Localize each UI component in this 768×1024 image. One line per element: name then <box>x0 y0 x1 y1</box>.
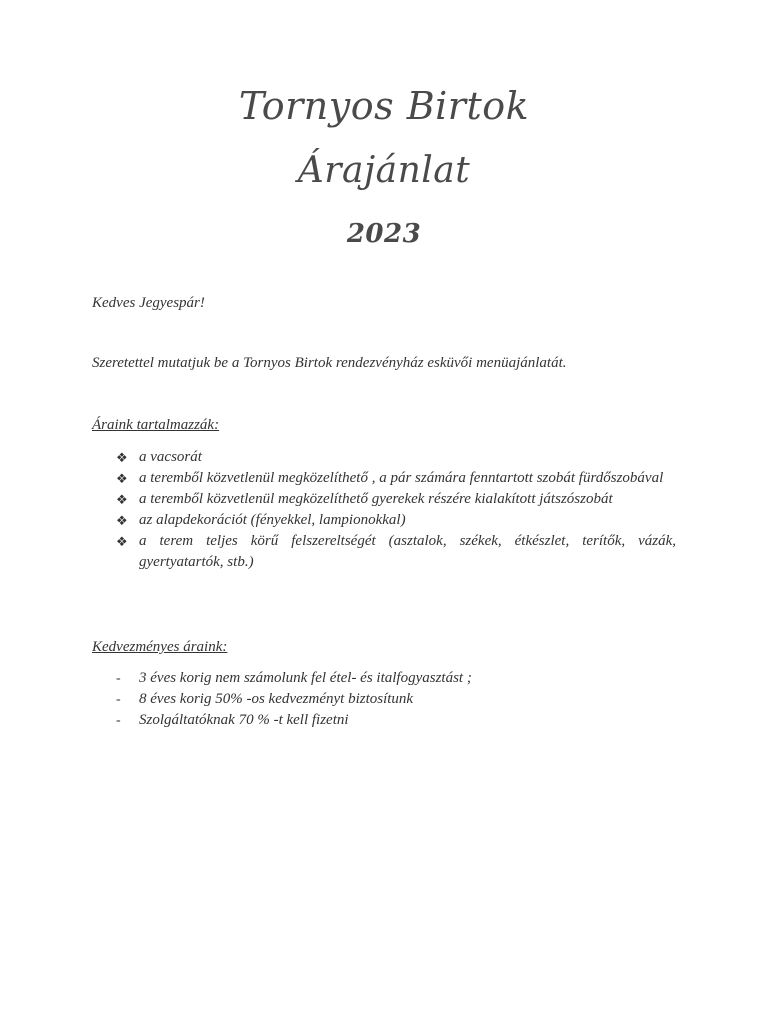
discounts-heading: Kedvezményes áraink: <box>92 639 228 655</box>
list-item <box>116 468 676 489</box>
list-item-text: a teremből közvetlenül megközelíthető gyerekek részére kialakított játszószobát <box>139 491 613 507</box>
list-item <box>116 668 676 689</box>
list-item <box>116 447 676 468</box>
included-heading: Áraink tartalmazzák: <box>92 417 220 433</box>
dash-bullet-icon: - <box>116 713 121 728</box>
list-item-text: 8 éves korig 50% -os kedvezményt biztosítunk <box>139 691 414 707</box>
diamond-bullet-icon: ❖ <box>116 471 128 486</box>
list-item-text: 3 éves korig nem számolunk fel étel- és italfogyasztást ; <box>139 670 472 686</box>
document-subtitle: Árajánlat <box>297 150 471 191</box>
discounts-list <box>116 668 676 731</box>
document-year: 2023 <box>346 219 422 249</box>
list-item <box>116 689 676 710</box>
list-item <box>116 489 676 510</box>
list-item <box>116 710 676 731</box>
list-item-text: a vacsorát <box>139 449 202 465</box>
dash-bullet-icon: - <box>116 692 121 707</box>
list-item-text: a teremből közvetlenül megközelíthető , a pár számára fenntartott szobát fürdőszobával <box>139 470 664 486</box>
diamond-bullet-icon: ❖ <box>116 534 128 549</box>
included-list <box>116 447 676 573</box>
greeting-text: Kedves Jegyespár! <box>92 295 205 311</box>
diamond-bullet-icon: ❖ <box>116 513 128 528</box>
list-item-text: az alapdekorációt (fényekkel, lampionokkal) <box>139 512 406 528</box>
intro-text: Szeretettel mutatjuk be a Tornyos Birtok rendezvényház esküvői menüajánlatát. <box>92 355 567 371</box>
list-item-text: Szolgáltatóknak 70 % -t kell fizetni <box>139 712 349 728</box>
document-title: Tornyos Birtok <box>238 84 530 128</box>
list-item <box>116 510 676 531</box>
list-item <box>116 531 676 573</box>
diamond-bullet-icon: ❖ <box>116 450 128 465</box>
dash-bullet-icon: - <box>116 671 121 686</box>
diamond-bullet-icon: ❖ <box>116 492 128 507</box>
list-item-text: a terem teljes körű felszereltségét (asztalok, székek, étkészlet, terítők, vázák, gyertyatartók, stb.) <box>139 533 676 570</box>
